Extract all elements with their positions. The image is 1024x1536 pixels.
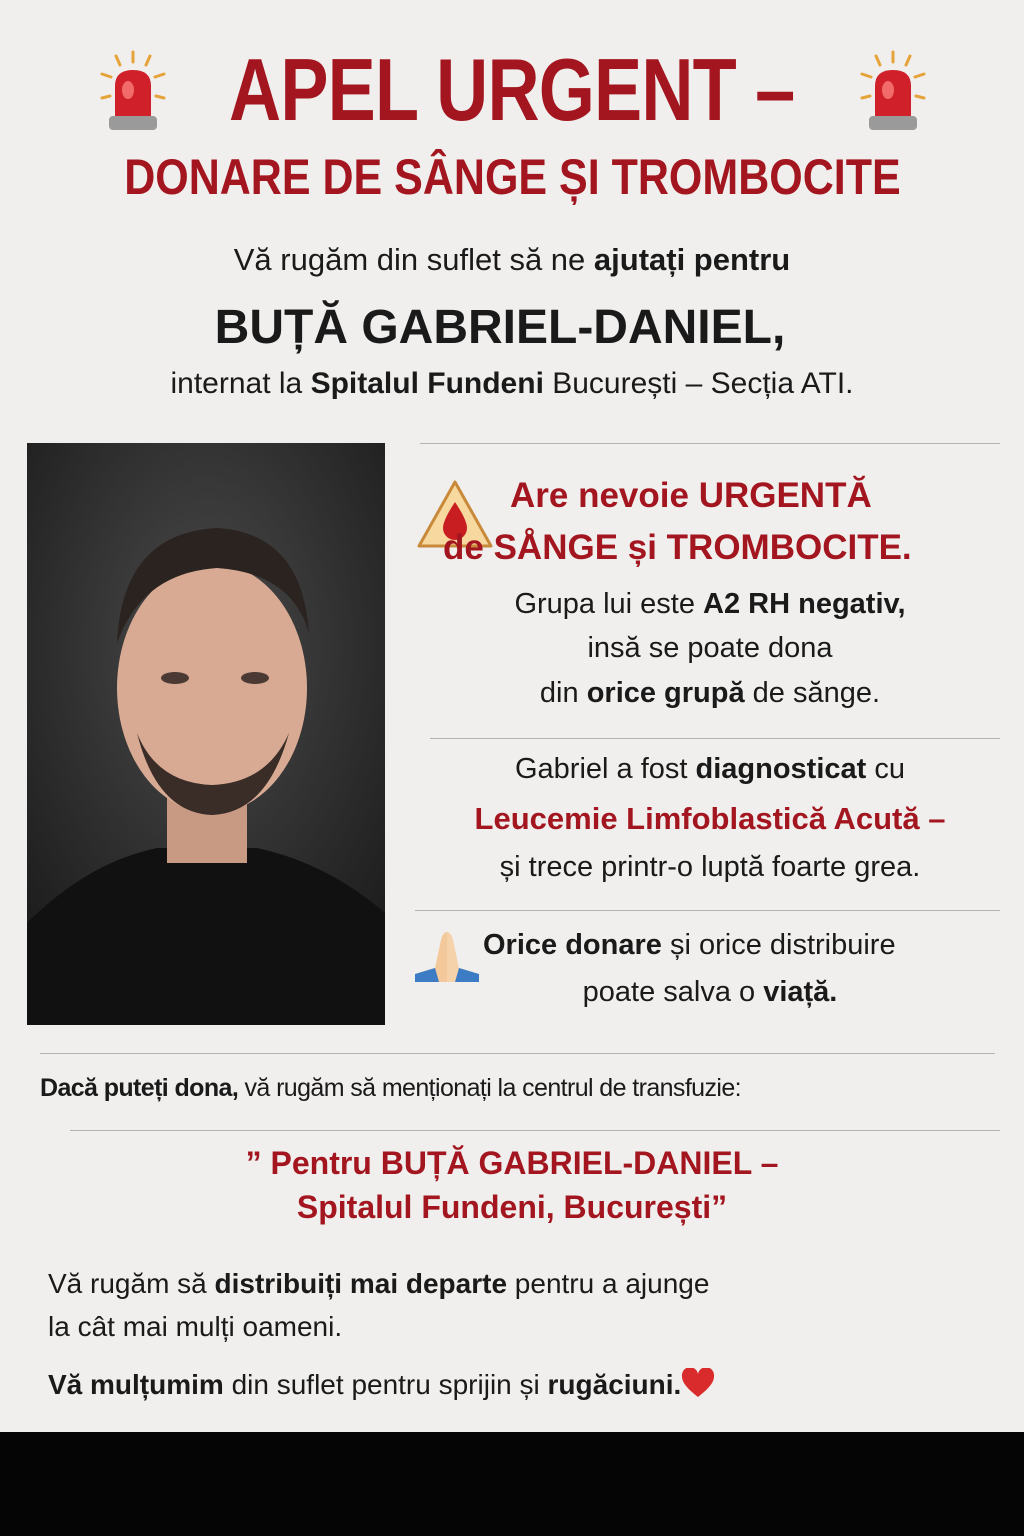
text-bold: Orice donare — [483, 929, 662, 961]
poster-title — [0, 40, 1024, 140]
hospital-text: București – Secția ATI. — [543, 367, 854, 400]
blood-group-line — [405, 588, 1015, 621]
share-line — [48, 1268, 709, 1300]
thanks-line — [48, 1368, 715, 1401]
need-heading: de SÅNGE și TROMBOCITE. — [443, 528, 912, 567]
patient-name: BUȚĂ GABRIEL-DANIEL, — [214, 301, 786, 354]
share-line: la cât mai mulți oameni. — [48, 1311, 343, 1342]
red-heart-icon — [681, 1368, 715, 1398]
text-bold: orice grupă — [586, 677, 745, 709]
portrait-photo — [27, 443, 385, 1025]
hospital-name: Spitalul Fundeni — [310, 367, 544, 400]
text-bold: Vă mulțumim — [48, 1369, 224, 1400]
appeal-line — [483, 929, 896, 962]
donation-mention-quote: ” Pentru BUȚĂ GABRIEL-DANIEL – — [245, 1145, 779, 1181]
blood-group-text: Grupa lui este — [514, 588, 704, 620]
text-bold: distribuiți mai departe — [214, 1268, 508, 1299]
intro-text-bold: ajutați pentru — [593, 242, 791, 277]
appeal-line — [405, 976, 1015, 1009]
intro-text: Vă rugăm din suflet să ne — [233, 242, 594, 277]
text: din — [539, 677, 587, 709]
text: din suflet pentru sprijin și — [223, 1369, 548, 1400]
blood-group-line: insă se poate dona — [587, 632, 833, 664]
divider — [420, 443, 1000, 444]
text: Vă rugăm să — [48, 1268, 215, 1299]
donation-mention-quote: Spitalul Fundeni, București” — [296, 1189, 728, 1225]
text: de sănge. — [744, 677, 881, 709]
blood-group-value: A2 RH negativ, — [703, 588, 906, 620]
text-bold: diagnosticat — [695, 753, 867, 785]
blood-group-line — [405, 677, 1015, 710]
text: poate salva o — [582, 976, 764, 1008]
hospital-text: internat la — [170, 367, 311, 400]
text: pentru a ajunge — [507, 1268, 710, 1299]
divider — [415, 910, 1000, 911]
divider — [430, 738, 1000, 739]
text: Gabriel a fost — [514, 753, 696, 785]
donate-instruction — [40, 1074, 741, 1103]
need-heading: Are nevoie URGENTĂ — [510, 476, 872, 515]
text-bold: viață. — [763, 976, 838, 1008]
patient-photo — [27, 443, 385, 1025]
hospital-line — [0, 367, 1024, 401]
title-text: APEL URGENT – — [229, 40, 795, 139]
text-bold: rugăciuni. — [547, 1369, 682, 1400]
diagnosis-line: și trece printr-o luptă foarte grea. — [499, 851, 921, 883]
text-bold: Dacă puteți dona, — [40, 1074, 239, 1102]
text: vă rugăm să menționați la centrul de transfuzie: — [238, 1074, 741, 1102]
divider — [40, 1053, 995, 1054]
subtitle-text: DONARE DE SÂNGE ȘI TROMBOCITE — [123, 149, 901, 205]
text: cu — [866, 753, 906, 785]
diagnosis-name: Leucemie Limfoblastică Acută – — [474, 801, 946, 836]
bottom-black-bar — [0, 1432, 1024, 1536]
intro-line — [0, 242, 1024, 278]
text: și orice distribuire — [661, 929, 896, 961]
diagnosis-line — [405, 753, 1015, 786]
poster-subtitle — [0, 148, 1024, 206]
divider — [70, 1130, 1000, 1131]
